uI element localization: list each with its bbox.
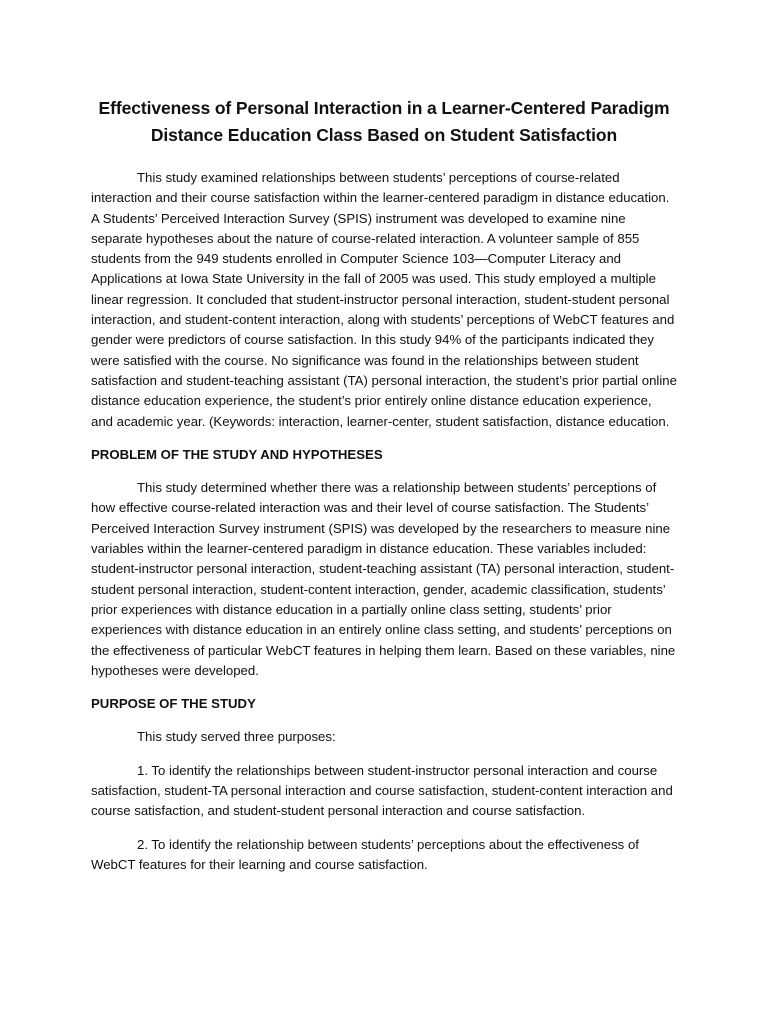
title-line-2: Distance Education Class Based on Student Satisfaction — [150, 125, 618, 145]
title-line-1: Effectiveness of Personal Interaction in a Learner-Centered Paradigm — [98, 98, 670, 118]
problem-paragraph: This study determined whether there was a relationship between students’ perceptions of how effective course-related interaction was and their level of course satisfaction. The Students’ Perceived Interaction Survey instrument (SPIS) was developed by the researchers to measure nine variables within the learner-centered paradigm in distance education. These variables included: student-instructor personal interaction, student-teaching assistant (TA) personal interaction, student-student personal interaction, student-content interaction, gender, academic classification, students’ prior experiences with distance education in a partially online class setting, students’ prior experiences with distance education in an entirely online class setting, and students’ perceptions on the effectiveness of particular WebCT features in helping them learn. Based on these variables, nine hypotheses were developed. — [91, 480, 676, 678]
purpose-item-1: 1. To identify the relationships between student-instructor personal interaction and course satisfaction, student-TA personal interaction and course satisfaction, student-content interaction and course satisfaction, and student-student personal interaction and course satisfaction. — [91, 762, 673, 819]
document-title — [91, 95, 677, 149]
abstract-paragraph: This study examined relationships between students’ perceptions of course-related interaction and their course satisfaction within the learner-centered paradigm in distance education. A Students’ Perceived Interaction Survey (SPIS) instrument was developed to examine nine separate hypotheses about the nature of course-related interaction. A volunteer sample of 855 students from the 949 students enrolled in Computer Science 103—Computer Literacy and Applications at Iowa State University in the fall of 2005 was used. This study employed a multiple linear regression. It concluded that student-instructor personal interaction, student-student personal interaction, and student-content interaction, along with students’ perceptions of WebCT features and gender were predictors of course satisfaction. In this study 94% of the participants indicated they were satisfied with the course. No significance was found in the relationships between student satisfaction and student-teaching assistant (TA) personal interaction, the student’s prior partial online distance education experience, the student’s prior entirely online distance education experience, and academic year. (Keywords: interaction, learner-center, student satisfaction, distance education. — [91, 170, 677, 429]
section-heading-problem: PROBLEM OF THE STUDY AND HYPOTHESES — [91, 446, 383, 462]
purpose-intro: This study served three purposes: — [137, 729, 336, 745]
section-heading-purpose: PURPOSE OF THE STUDY — [91, 696, 256, 712]
purpose-item-2: 2. To identify the relationship between students’ perceptions about the effectiveness of WebCT features for their learning and course satisfaction. — [91, 836, 639, 872]
